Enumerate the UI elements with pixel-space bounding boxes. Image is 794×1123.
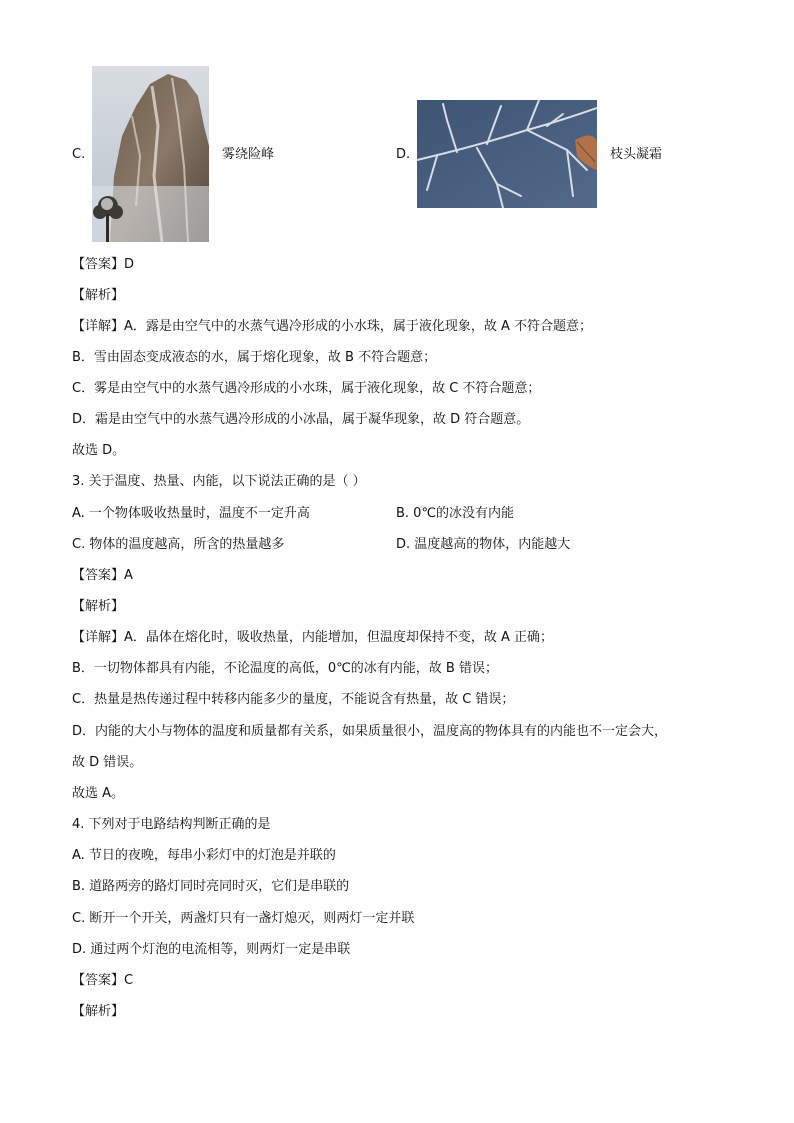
q4-analysis-heading: 【解析】 [72,1004,125,1019]
q3-detail-b: B．一切物体都具有内能，不论温度的高低，0℃的冰有内能，故 B 错误； [72,661,498,676]
q3-detail-d-cont: 故 D 错误。 [72,755,143,770]
frosted-branch-image [417,100,597,208]
misty-peak-image [92,66,209,242]
q3-detail-c: C．热量是热传递过程中转移内能多少的量度，不能说含有热量，故 C 错误； [72,692,515,707]
q2-detail-d: D．霜是由空气中的水蒸气遇冷形成的小冰晶，属于凝华现象，故 D 符合题意。 [72,412,530,427]
q3-option-c: C. 物体的温度越高，所含的热量越多 [72,537,285,552]
q3-option-a: A. 一个物体吸收热量时，温度不一定升高 [72,506,310,521]
q3-detail-d: D．内能的大小与物体的温度和质量都有关系，如果质量很小，温度高的物体具有的内能也不一定会大， [72,724,668,739]
q2-detail-b: B．雪由固态变成液态的水，属于熔化现象，故 B 不符合题意； [72,350,437,365]
q4-answer: 【答案】C [72,973,134,988]
q3-option-d: D. 温度越高的物体，内能越大 [396,537,571,552]
q4-option-a: A. 节日的夜晚，每串小彩灯中的灯泡是并联的 [72,848,336,863]
q2-detail-c: C．雾是由空气中的水蒸气遇冷形成的小水珠，属于液化现象，故 C 不符合题意； [72,381,541,396]
q3-option-b: B. 0℃的冰没有内能 [396,506,515,521]
q3-analysis-heading: 【解析】 [72,599,125,614]
q2-conclusion: 故选 D。 [72,443,126,458]
q2-answer: 【答案】D [72,257,135,272]
option-d-caption: 枝头凝霜 [610,147,663,162]
q3-stem: 3. 关于温度、热量、内能，以下说法正确的是（ ） [72,474,366,489]
q3-answer: 【答案】A [72,568,133,583]
option-c-letter: C. [72,147,86,162]
q3-detail-a: 【详解】A．晶体在熔化时，吸收热量，内能增加，但温度却保持不变，故 A 正确； [72,630,554,645]
q4-option-b: B. 道路两旁的路灯同时亮同时灭，它们是串联的 [72,879,350,894]
q4-option-d: D. 通过两个灯泡的电流相等，则两灯一定是串联 [72,942,351,957]
option-c-caption: 雾绕险峰 [222,147,275,162]
option-d-letter: D. [396,147,411,162]
q4-option-c: C. 断开一个开关，两盏灯只有一盏灯熄灭，则两灯一定并联 [72,911,415,926]
q3-conclusion: 故选 A。 [72,786,125,801]
q2-analysis-heading: 【解析】 [72,288,125,303]
q4-stem: 4. 下列对于电路结构判断正确的是 [72,817,271,832]
q2-detail-a: 【详解】A．露是由空气中的水蒸气遇冷形成的小水珠，属于液化现象，故 A 不符合题意； [72,319,593,334]
